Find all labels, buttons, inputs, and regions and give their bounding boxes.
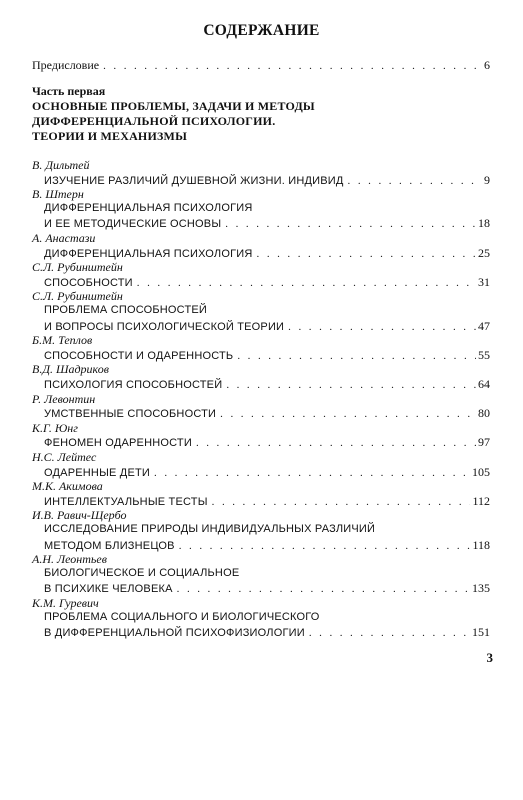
toc-entry-title-line: ИССЛЕДОВАНИЕ ПРИРОДЫ ИНДИВИДУАЛЬНЫХ РАЗЛИЧИЙ xyxy=(44,523,376,535)
toc-entry-title-line: ДИФФЕРЕНЦИАЛЬНАЯ ПСИХОЛОГИЯ xyxy=(44,201,253,214)
toc-entry xyxy=(44,494,490,509)
toc-entry xyxy=(44,581,490,596)
toc-author: С.Л. Рубинштейн xyxy=(32,289,123,304)
part-label: Часть первая xyxy=(32,84,106,98)
toc-entry-title: ФЕНОМЕН ОДАРЕННОСТИ xyxy=(44,437,192,450)
dot-leader xyxy=(137,277,476,289)
toc-entry-title: И ВОПРОСЫ ПСИХОЛОГИЧЕСКОЙ ТЕОРИИ xyxy=(44,320,285,333)
toc-entry-title: ОДАРЕННЫЕ ДЕТИ xyxy=(44,466,151,479)
dot-leader xyxy=(309,627,470,639)
toc-entry-title-line: ПРОБЛЕМА СОЦИАЛЬНОГО И БИОЛОГИЧЕСКОГО xyxy=(44,610,320,623)
dot-leader xyxy=(226,379,476,391)
toc-entry xyxy=(44,275,490,290)
dot-leader xyxy=(288,321,476,333)
toc-author: К.Г. Юнг xyxy=(32,420,78,435)
toc-entry xyxy=(44,435,490,450)
toc-author: С.Л. Рубинштейн xyxy=(32,260,123,275)
toc-author: Р. Левонтин xyxy=(32,391,96,406)
part-title-line: ТЕОРИИ И МЕХАНИЗМЫ xyxy=(32,129,188,143)
toc-entry xyxy=(44,625,490,640)
toc-author: М.К. Акимова xyxy=(32,479,103,494)
toc-page-number: 47 xyxy=(478,318,490,333)
toc-entry-title: ИНТЕЛЛЕКТУАЛЬНЫЕ ТЕСТЫ xyxy=(44,495,208,508)
toc-page-number: 9 xyxy=(484,172,490,187)
dot-leader xyxy=(196,437,476,449)
dot-leader xyxy=(257,248,476,260)
toc-entry xyxy=(44,319,490,334)
part-title-line: ДИФФЕРЕНЦИАЛЬНОЙ ПСИХОЛОГИИ. xyxy=(32,114,276,128)
toc-entry xyxy=(44,377,490,392)
page-number: 3 xyxy=(486,650,493,665)
toc-page-number: 80 xyxy=(478,406,490,421)
toc-entry-title: СПОСОБНОСТИ xyxy=(44,276,133,289)
toc-author: И.В. Равич-Щербо xyxy=(32,508,127,523)
dot-leader xyxy=(103,60,482,72)
toc-entry xyxy=(44,246,490,261)
dot-leader xyxy=(348,175,482,187)
toc-entry-title: СПОСОБНОСТИ И ОДАРЕННОСТЬ xyxy=(44,349,234,362)
toc-author: Б.М. Теплов xyxy=(32,333,93,348)
page-title: СОДЕРЖАНИЕ xyxy=(203,22,320,39)
toc-entry-title-line: БИОЛОГИЧЕСКОЕ И СОЦИАЛЬНОЕ xyxy=(44,566,240,579)
toc-entry xyxy=(44,406,490,421)
part-title-line: ОСНОВНЫЕ ПРОБЛЕМЫ, ЗАДАЧИ И МЕТОДЫ xyxy=(32,99,315,113)
dot-leader xyxy=(220,408,476,420)
toc-page-number: 135 xyxy=(472,581,490,596)
toc-page-number: 64 xyxy=(478,377,490,391)
toc-entry xyxy=(44,348,490,363)
toc-page-number: 97 xyxy=(478,435,490,450)
toc-page-number: 55 xyxy=(478,347,490,362)
toc-entry xyxy=(44,173,490,188)
dot-leader xyxy=(212,496,471,508)
toc-page-number: 105 xyxy=(472,464,490,479)
toc-page-number: 31 xyxy=(478,274,490,289)
toc-author: В. Штерн xyxy=(32,187,84,202)
toc-author: В. Дильтей xyxy=(32,158,90,172)
dot-leader xyxy=(154,467,470,479)
toc-page-number: 25 xyxy=(478,245,490,260)
toc-entry-title: МЕТОДОМ БЛИЗНЕЦОВ xyxy=(44,539,175,552)
toc-entry-title: В ПСИХИКЕ ЧЕЛОВЕКА xyxy=(44,583,173,596)
toc-page-number: 18 xyxy=(478,216,490,231)
toc-entry-title: Предисловие xyxy=(32,58,100,72)
toc-entry xyxy=(44,538,490,553)
toc-page-number: 6 xyxy=(484,58,490,72)
toc-entry-title: УМСТВЕННЫЕ СПОСОБНОСТИ xyxy=(44,408,217,421)
toc-entry xyxy=(44,216,490,231)
dot-leader xyxy=(179,540,471,552)
toc-author: К.М. Гуревич xyxy=(32,596,99,610)
toc-entry-title: В ДИФФЕРЕНЦИАЛЬНОЙ ПСИХОФИЗИОЛОГИИ xyxy=(44,627,305,640)
toc-page-number: 151 xyxy=(472,625,490,640)
toc-author: В.Д. Шадриков xyxy=(32,362,109,377)
dot-leader xyxy=(225,218,476,230)
toc-page-number: 118 xyxy=(472,537,490,552)
toc-entry-title-line: ПРОБЛЕМА СПОСОБНОСТЕЙ xyxy=(44,304,208,316)
toc-entry xyxy=(44,465,490,480)
toc-page-number: 112 xyxy=(472,493,490,508)
toc-author: Н.С. Лейтес xyxy=(32,450,97,464)
dot-leader xyxy=(237,350,476,362)
toc-entry-title: ПСИХОЛОГИЯ СПОСОБНОСТЕЙ xyxy=(44,379,223,391)
toc-entry-title: ИЗУЧЕНИЕ РАЗЛИЧИЙ ДУШЕВНОЙ ЖИЗНИ. ИНДИВИД xyxy=(44,174,344,187)
toc-entry-preface xyxy=(32,58,490,73)
toc-author: А.Н. Леонтьев xyxy=(32,552,107,567)
toc-entry-title: И ЕЕ МЕТОДИЧЕСКИЕ ОСНОВЫ xyxy=(44,218,222,231)
toc-entry-title: ДИФФЕРЕНЦИАЛЬНАЯ ПСИХОЛОГИЯ xyxy=(44,247,253,260)
dot-leader xyxy=(177,583,470,595)
toc-author: А. Анастази xyxy=(32,231,96,245)
